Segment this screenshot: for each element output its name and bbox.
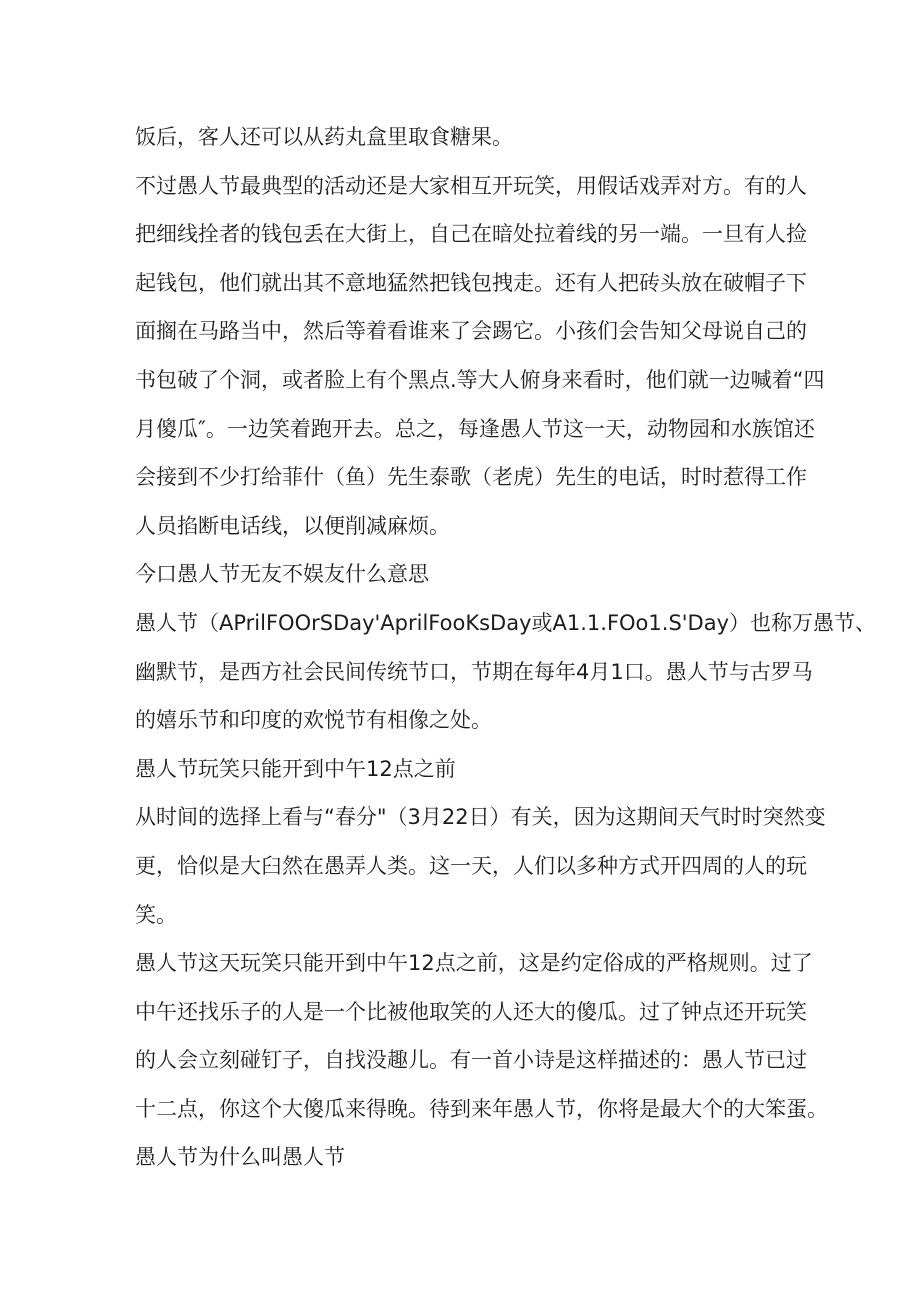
text-line: 幽默节，是西方社会民间传统节口，节期在每年4月1口。愚人节与古罗马 (135, 659, 813, 684)
document-body (135, 113, 877, 1182)
text-line: 会接到不少打给菲什（鱼）先生泰歌（老虎）先生的电话，时时惹得工作 (135, 465, 807, 490)
text-line: 面搁在马路当中，然后等着看谁来了会踢它。小孩们会告知父母说自己的 (135, 319, 807, 344)
text-line: 愚人节（APrilFOOrSDay'AprilFooKsDay或A1.1.FOo1.S'Day）也称万愚节、 (135, 610, 877, 635)
text-line: 更，恰似是大臼然在愚弄人类。这一天，人们以多种方式开四周的人的玩 (135, 853, 807, 878)
section-heading: 今口愚人节无友不娱友什么意思 (135, 562, 429, 587)
text-line: 中午还找乐子的人是一个比被他取笑的人还大的傻瓜。过了钟点还开玩笑 (135, 999, 807, 1024)
text-line: 十二点，你这个大傻瓜来得晚。待到来年愚人节，你将是最大个的大笨蛋。 (135, 1096, 828, 1121)
text-line: 愚人节这天玩笑只能开到中午12点之前，这是约定俗成的严格规则。过了 (135, 951, 813, 976)
text-line: 饭后，客人还可以从药丸盒里取食糖果。 (135, 125, 513, 149)
text-line: 月傻瓜″。一边笑着跑开去。总之，每逢愚人节这一天，动物园和水族馆还 (135, 416, 815, 441)
section-heading: 愚人节为什么叫愚人节 (135, 1145, 345, 1170)
text-line: 把细线拴者的钱包丢在大街上，自己在暗处拉着线的另一端。一旦有人捡 (135, 222, 807, 247)
text-line: 的人会立刻碰钉子，自找没趣儿。有一首小诗是这样描述的：愚人节已过 (135, 1048, 807, 1073)
section-heading: 愚人节玩笑只能开到中午12点之前 (135, 756, 456, 781)
text-line: 起钱包，他们就出其不意地猛然把钱包拽走。还有人把砖头放在破帽子下 (135, 270, 807, 295)
text-line: 不过愚人节最典型的活动还是大家相互开玩笑，用假话戏弄对方。有的人 (135, 173, 807, 198)
text-line: 书包破了个洞，或者脸上有个黑点.等大人俯身来看时，他们就一边喊着“四 (135, 367, 825, 392)
text-line: 笑。 (135, 902, 177, 927)
text-line: 人员掐断电话线，以便削减麻烦。 (135, 513, 450, 538)
text-line: 从时间的选择上看与“春分"（3月22日）有关，因为这期间天气时时突然变 (135, 805, 826, 830)
text-line: 的嬉乐节和印度的欢悦节有相像之处。 (135, 708, 492, 733)
